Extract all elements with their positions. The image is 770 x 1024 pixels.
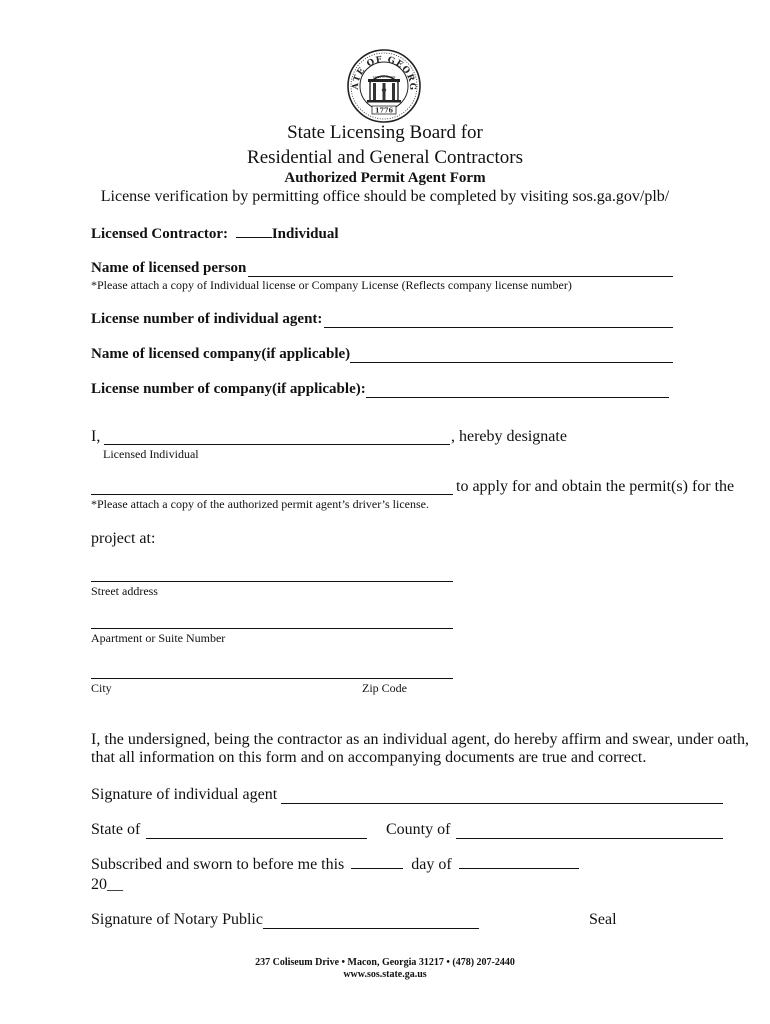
permit-agent-input-line[interactable] — [91, 494, 453, 495]
i-label: I, — [91, 428, 101, 445]
apartment-input-line[interactable] — [91, 628, 453, 629]
verification-note: License verification by permitting office should be completed by visiting sos.ga.gov/plb/ — [100, 188, 670, 205]
georgia-seal-icon — [346, 48, 422, 124]
county-field[interactable] — [386, 821, 723, 839]
licensed-person-label: Name of licensed person — [91, 260, 247, 276]
company-license-field[interactable] — [91, 381, 669, 398]
footer-website: www.sos.state.ga.us — [343, 969, 427, 980]
board-title-line1: State Licensing Board for — [287, 122, 483, 143]
company-license-input-line[interactable] — [366, 383, 669, 398]
state-input-line[interactable] — [146, 824, 367, 839]
affirmation-line2: that all information on this form and on accompanying documents are true and correct. — [91, 749, 647, 766]
agent-license-field[interactable] — [91, 311, 673, 328]
seal-year: 1776 — [374, 106, 394, 115]
company-license-label: License number of company(if applicable): — [91, 381, 366, 397]
day-of-text: day of — [411, 856, 452, 873]
project-at-text: project at: — [91, 530, 156, 547]
licensed-contractor-row — [91, 225, 339, 243]
licensed-person-input-line[interactable] — [248, 262, 673, 277]
company-name-field[interactable] — [91, 346, 673, 363]
state-field[interactable] — [91, 821, 367, 839]
sworn-day-input-line[interactable] — [351, 856, 403, 869]
agent-license-label: License number of individual agent: — [91, 311, 323, 327]
footer-address: 237 Coliseum Drive • Macon, Georgia 31217 • (478) 207-2440 — [255, 957, 515, 968]
county-label: County of — [386, 821, 451, 838]
licensed-contractor-label: Licensed Contractor: — [91, 226, 229, 242]
seal-label: Seal — [589, 911, 617, 928]
county-input-line[interactable] — [456, 824, 723, 839]
licensed-contractor-blank[interactable] — [236, 225, 272, 238]
apartment-caption: Apartment or Suite Number — [91, 631, 226, 645]
agent-signature-field[interactable] — [91, 786, 723, 804]
form-title: Authorized Permit Agent Form — [284, 170, 486, 186]
agent-license-input-line[interactable] — [324, 313, 673, 328]
street-address-input-line[interactable] — [91, 581, 453, 582]
notary-signature-field[interactable] — [91, 911, 479, 929]
agent-signature-input-line[interactable] — [281, 789, 723, 804]
svg-text:STATE OF GEORGIA — [346, 48, 417, 91]
notary-signature-input-line[interactable] — [263, 914, 479, 929]
notary-signature-label: Signature of Notary Public — [91, 911, 263, 928]
seal-center-label: CONSTITUTION — [372, 75, 396, 79]
seal-ring-text: ATE OF GEORG — [350, 54, 418, 92]
zip-code-caption: Zip Code — [362, 681, 407, 695]
sworn-month-input-line[interactable] — [459, 856, 579, 869]
street-address-caption: Street address — [91, 584, 158, 598]
sworn-prefix: Subscribed and sworn to before me this — [91, 856, 345, 873]
board-title-line2: Residential and General Contractors — [247, 147, 523, 168]
agent-signature-label: Signature of individual agent — [91, 786, 278, 803]
company-name-label: Name of licensed company(if applicable) — [91, 346, 351, 362]
to-apply-text: to apply for and obtain the permit(s) for the — [456, 478, 735, 495]
licensed-individual-input-line[interactable] — [104, 444, 450, 445]
hereby-designate-text: , hereby designate — [451, 428, 567, 445]
city-caption: City — [91, 681, 112, 695]
sworn-year-prefix[interactable]: 20__ — [91, 876, 123, 893]
state-seal — [346, 48, 422, 124]
drivers-license-note: *Please attach a copy of the authorized permit agent’s driver’s license. — [91, 497, 429, 511]
company-name-input-line[interactable] — [350, 348, 673, 363]
licensed-person-note: *Please attach a copy of Individual license or Company License (Reflects company license number) — [91, 278, 572, 292]
affirmation-line1: I, the undersigned, being the contractor as an individual agent, do hereby affirm and swear, under oath, — [91, 731, 749, 748]
state-label: State of — [91, 821, 141, 838]
sworn-row — [91, 856, 579, 874]
licensed-individual-caption: Licensed Individual — [103, 447, 199, 461]
licensed-contractor-value: Individual — [271, 226, 339, 242]
licensed-person-field[interactable] — [91, 260, 673, 277]
city-zip-input-line[interactable] — [91, 678, 453, 679]
